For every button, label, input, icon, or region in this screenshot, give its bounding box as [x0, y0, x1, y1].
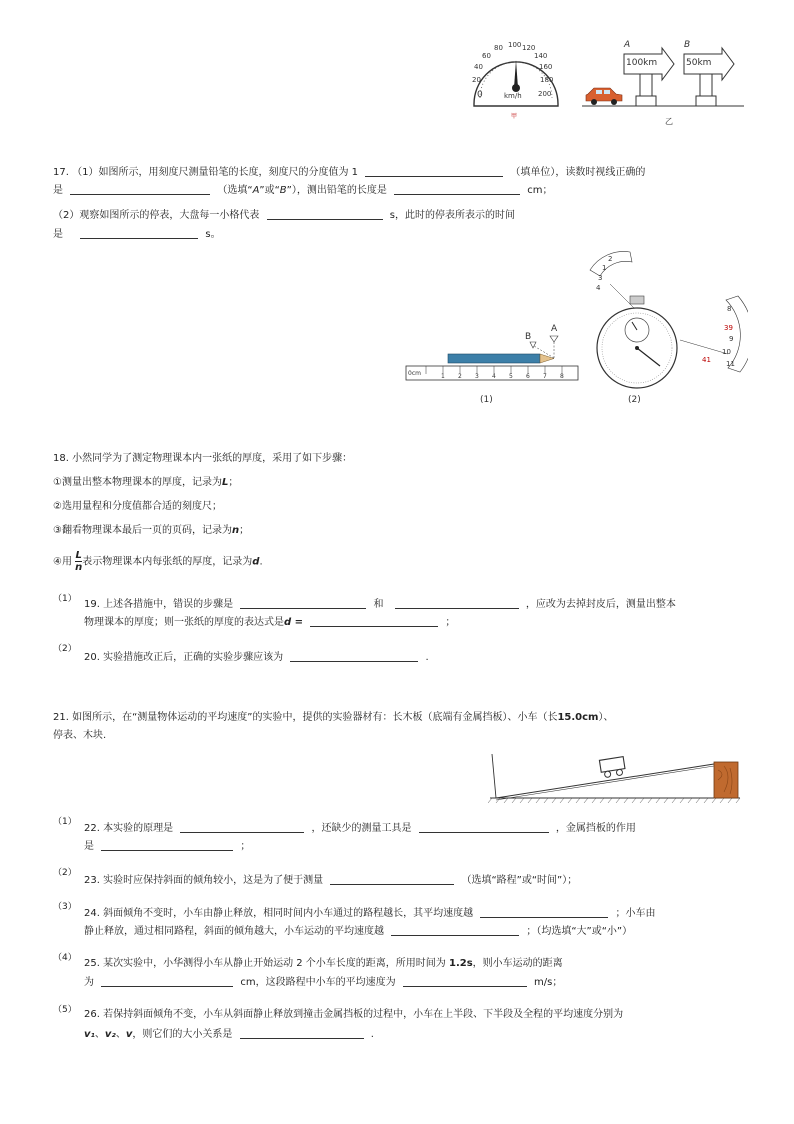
pencil-body — [448, 354, 540, 363]
q25-blank-distance[interactable] — [101, 975, 233, 987]
speed-label-60: 60 — [482, 52, 491, 60]
q26-line1: 26. 若保持斜面倾角不变，小车从斜面静止释放到撞击金属挡板的过程中，小车在上半段、下半段及全程的平均速度分别为 — [84, 1009, 624, 1020]
q17-line1-end: （填单位），读数时视线正确的 — [510, 167, 646, 178]
ruler-letter-a: A — [551, 324, 558, 334]
q25-line1-a: 25. 某次实验中，小华测得小车从静止开始运动 2 个小车长度的距离，所用时间为 — [84, 958, 446, 969]
q25-marker: （4） — [53, 953, 77, 963]
q19-line2-b: ； — [445, 617, 456, 628]
ruler-unit: 0cm — [408, 370, 421, 377]
q18-step4-end: . — [259, 556, 263, 568]
eye-a-icon — [550, 336, 558, 342]
q17-blank-division[interactable] — [267, 208, 383, 220]
q18-frac-num: L — [75, 550, 82, 561]
q18-step4 — [53, 550, 263, 575]
q22-line1-a: 22. 本实验的原理是 — [84, 823, 174, 834]
q22-line2-a: 是 — [84, 841, 94, 852]
speed-label-100: 100 — [508, 41, 522, 49]
q21-line2: 停表、木块. — [53, 730, 107, 741]
eye-b-icon — [530, 342, 536, 348]
q17-line4-b: s。 — [205, 229, 221, 240]
speedometer-figure — [468, 38, 564, 128]
road-signs-figure — [580, 40, 750, 128]
q24-line1 — [84, 906, 655, 921]
q24-marker: （3） — [53, 902, 77, 912]
q22-blank-tool[interactable] — [419, 821, 549, 833]
q17-line3-b: s，此时的停表所表示的时间 — [389, 210, 515, 221]
q18-step1-end: ； — [228, 477, 239, 488]
q22-marker: （1） — [53, 817, 77, 827]
q18-step2: ②选用量程和分度值都合适的刻度尺； — [53, 501, 222, 512]
q17-line1-text: 17. （1）如图所示，用刻度尺测量铅笔的长度，刻度尺的分度值为 1 — [53, 167, 358, 178]
q26-line2-b: ，则它们的大小关系是 — [132, 1029, 233, 1040]
q25-blank-velocity[interactable] — [403, 975, 527, 987]
q25-line2-c: m/s； — [534, 977, 563, 988]
q26-v2: v₂ — [104, 1029, 116, 1040]
q23-end: （选填“路程”或“时间”）； — [461, 875, 578, 886]
q17-line3 — [53, 208, 515, 223]
q25-line2 — [84, 975, 562, 990]
ruler-tick-2: 2 — [458, 373, 462, 380]
q25-line2-b: cm，这段路程中小车的平均速度为 — [240, 977, 396, 988]
q24-line1-b: ；小车由 — [615, 908, 656, 919]
cart-icon — [599, 757, 625, 778]
q19-line1-a: 19. 上述各措施中，错误的步骤是 — [84, 599, 234, 610]
q24-line2-b: ；（均选填“大”或“小”） — [526, 926, 633, 937]
speed-label-40: 40 — [474, 63, 483, 71]
q25-line1 — [84, 957, 563, 971]
speed-label-180: 180 — [540, 76, 554, 84]
road-signs-svg — [580, 46, 750, 128]
q22-line1-b: ，还缺少的测量工具是 — [311, 823, 412, 834]
q18-step3 — [53, 524, 249, 538]
sign-b-letter: B — [684, 40, 691, 50]
q25-line2-a: 为 — [84, 977, 94, 988]
q19-blank-step-2[interactable] — [395, 597, 519, 609]
q22-line2 — [84, 839, 250, 854]
q18-frac-den: n — [75, 562, 83, 573]
q18-step1-text: ①测量出整本物理课本的厚度，记录为 — [53, 477, 222, 488]
q19-line2 — [84, 615, 455, 630]
speed-label-140: 140 — [534, 52, 548, 60]
q24-blank-speed-1[interactable] — [480, 906, 608, 918]
q17-line2-e: cm； — [527, 185, 553, 196]
sign-a-letter: A — [624, 40, 631, 50]
speed-label-160: 160 — [539, 63, 553, 71]
q23-marker: （2） — [53, 868, 77, 878]
speed-label-0: 0 — [477, 90, 483, 100]
big-dial-39: 39 — [724, 324, 733, 332]
q25-time: 1.2s — [449, 958, 473, 969]
q18-step4-var: d — [252, 556, 260, 568]
q26-sep1: 、 — [94, 1029, 105, 1040]
q17-line4-a: 是 — [53, 229, 63, 240]
q19-blank-step-1[interactable] — [240, 597, 366, 609]
big-dial-11: 11 — [726, 360, 735, 368]
ruler-letter-b: B — [525, 332, 532, 342]
speed-label-120: 120 — [522, 44, 536, 52]
q22-blank-principle[interactable] — [180, 821, 304, 833]
q19-line1-b: 和 — [373, 599, 384, 610]
q17-line2-c: ”或“ — [259, 185, 280, 196]
speed-label-200: 200 — [538, 90, 552, 98]
q26-marker: （5） — [53, 1005, 77, 1015]
small-dial-1: 1 — [602, 264, 607, 272]
q17-blank-view[interactable] — [70, 183, 210, 195]
q18-step3-var: n — [231, 525, 240, 536]
q17-line4 — [53, 227, 221, 242]
q17-line1 — [53, 165, 645, 180]
q19-line1 — [84, 597, 676, 612]
ruler-tick-3: 3 — [475, 373, 479, 380]
q19-line2-a: 物理课本的厚度；则一张纸的厚度的表达式是 — [84, 617, 284, 628]
q17-opt-b: B — [279, 185, 287, 196]
q26-blank-relation[interactable] — [240, 1027, 364, 1039]
q17-line2-b: （选填“ — [217, 185, 253, 196]
q18-step1-var: L — [221, 477, 229, 488]
incline-svg — [488, 752, 744, 804]
q20-line — [84, 650, 429, 665]
sign-b-text: 50km — [686, 58, 712, 68]
q26-line2-c: . — [370, 1029, 374, 1040]
ruler-tick-5: 5 — [509, 373, 513, 380]
q21-line1-text: 21. 如图所示，在“测量物体运动的平均速度”的实验中，提供的实验器材有：长木板（底端有金属挡板）、小车（长 — [53, 712, 558, 723]
speed-label-20: 20 — [472, 76, 481, 84]
speedometer-unit: km/h — [504, 92, 522, 100]
big-dial-41: 41 — [702, 356, 711, 364]
speedometer-caption: 甲 — [510, 113, 518, 120]
q18-step1 — [53, 476, 238, 490]
q17-line2 — [53, 183, 552, 198]
stopwatch-crown — [630, 296, 644, 304]
q19-marker: （1） — [53, 594, 77, 604]
q18-step3-end: ； — [239, 525, 250, 536]
q17-line2-d: ”），测出铅笔的长度是 — [286, 185, 387, 196]
q26-v: v — [125, 1029, 133, 1040]
sign-a-text: 100km — [626, 58, 658, 68]
q18-step4-mid: 表示物理课本内每张纸的厚度，记录为 — [82, 556, 253, 568]
q17-blank-unit[interactable] — [365, 165, 503, 177]
car-icon — [586, 88, 622, 105]
ruler-tick-8: 8 — [560, 373, 564, 380]
stopwatch-caption: (2) — [628, 395, 641, 405]
q20-marker: （2） — [53, 644, 77, 654]
q21-line1 — [53, 711, 613, 725]
q17-line3-a: （2）观察如图所示的停表，大盘每一小格代表 — [53, 210, 260, 221]
q20-blank-order[interactable] — [290, 650, 418, 662]
q23-blank-measure[interactable] — [330, 873, 454, 885]
q24-line2-a: 静止释放，通过相同路程，斜面的倾角越大，小车运动的平均速度越 — [84, 926, 384, 937]
q26-line2 — [84, 1027, 374, 1042]
q22-blank-baffle[interactable] — [101, 839, 233, 851]
small-dial-2: 2 — [608, 255, 613, 263]
q20-end: . — [425, 652, 429, 663]
small-dial-4: 4 — [596, 284, 601, 292]
q18-step4-text: ④用 — [53, 556, 72, 568]
q21-length: 15.0cm — [557, 712, 599, 723]
pencil-tip — [540, 354, 554, 363]
ruler-tick-4: 4 — [492, 373, 496, 380]
q17-blank-time[interactable] — [80, 227, 198, 239]
q22-line1 — [84, 821, 636, 836]
incline-figure — [488, 752, 744, 804]
q23-line — [84, 873, 577, 888]
road-signs-caption: 乙 — [665, 117, 673, 126]
big-dial-8: 8 — [727, 305, 732, 313]
q17-blank-length[interactable] — [394, 183, 520, 195]
stopwatch-figure — [588, 244, 748, 414]
q19-line1-c: ，应改为去掉封皮后，测量出整本 — [525, 599, 676, 610]
q23-text: 23. 实验时应保持斜面的倾角较小，这是为了便于测量 — [84, 875, 324, 886]
q26-v1: v₁ — [84, 1029, 95, 1040]
q24-line1-a: 24. 斜面倾角不变时，小车由静止释放，相同时间内小车通过的路程越长，其平均速度越 — [84, 908, 474, 919]
q20-text: 20. 实验措施改正后，正确的实验步骤应该为 — [84, 652, 284, 663]
q19-line2-var: d = — [284, 617, 304, 628]
wood-block — [714, 762, 738, 798]
q17-opt-a: A — [252, 185, 260, 196]
ruler-tick-7: 7 — [543, 373, 547, 380]
q22-line1-c: ，金属挡板的作用 — [555, 823, 636, 834]
q21-line1-end: ）、 — [598, 712, 614, 723]
ruler-figure — [404, 320, 584, 410]
q24-line2 — [84, 924, 632, 939]
q17-line2-a: 是 — [53, 185, 63, 196]
q26-sep2: 、 — [115, 1029, 126, 1040]
big-dial-9: 9 — [729, 335, 734, 343]
small-dial-3: 3 — [598, 274, 603, 282]
ruler-tick-1: 1 — [441, 373, 445, 380]
q18-intro: 18. 小然同学为了测定物理课本内一张纸的厚度，采用了如下步骤： — [53, 453, 353, 464]
q25-line1-b: ，则小车运动的距离 — [472, 958, 563, 969]
ruler-tick-6: 6 — [526, 373, 530, 380]
ruler-caption: (1) — [480, 395, 493, 405]
q22-line2-b: ； — [240, 841, 251, 852]
speed-label-80: 80 — [494, 44, 503, 52]
big-dial-10: 10 — [722, 348, 731, 356]
q19-blank-expression[interactable] — [310, 615, 438, 627]
q18-step3-text: ③翻看物理课本最后一页的页码，记录为 — [53, 525, 232, 536]
q24-blank-speed-2[interactable] — [391, 924, 519, 936]
